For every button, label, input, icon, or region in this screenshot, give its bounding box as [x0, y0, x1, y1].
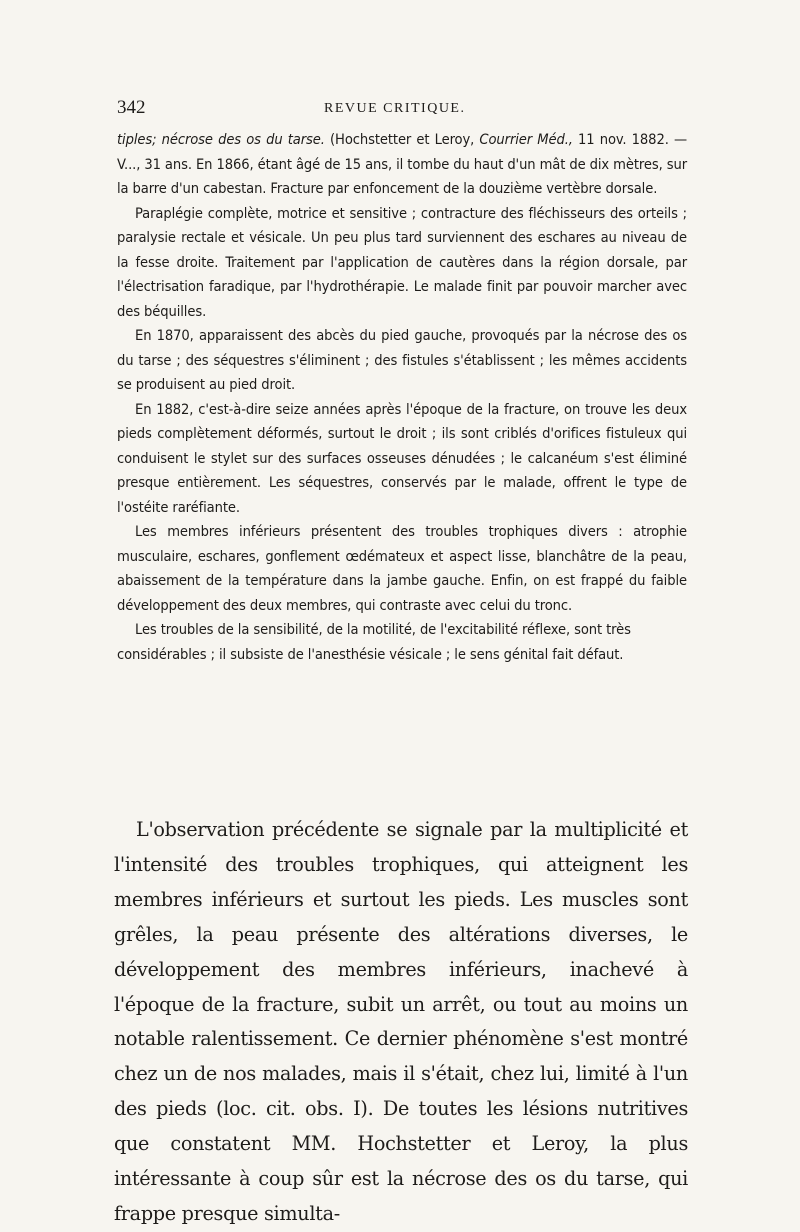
case-paragraph-3: En 1870, apparaissent des abcès du pied gauche, provoqués par la nécrose des os du tarse ; des séquestres s'éliminent ; des fistules s'établissent ; les mêmes accidents se produisent au pied droit.	[117, 327, 687, 393]
case-paragraph-1: tiples; nécrose des os du tarse. (Hochstetter et Leroy, Courrier Méd., 11 nov. 1882. — V..., 31 ans. En 1866, étant âgé de 15 ans, il tombe du haut d'un mât de dix mètres, sur la barre d'un cabestan. Fracture par enfoncement de la douzième vertèbre dorsale.	[117, 131, 687, 197]
case-report-section	[117, 128, 687, 667]
case-paragraph-6: Les troubles de la sensibilité, de la motilité, de l'excitabilité réflexe, sont très considérables ; il subsiste de l'anesthésie vésicale ; le sens génital fait défaut.	[117, 621, 631, 663]
page-header	[117, 95, 687, 125]
commentary-section	[114, 813, 688, 1232]
running-title: REVUE CRITIQUE.	[324, 101, 466, 116]
case-paragraph-5: Les membres inférieurs présentent des troubles trophiques divers : atrophie musculaire, eschares, gonflement œdémateux et aspect lisse, blanchâtre de la peau, abaissement de la température dans la jambe gauche. Enfin, on est frappé du faible développement des deux membres, qui contraste avec celui du tronc.	[117, 523, 687, 614]
page-number: 342	[117, 97, 146, 118]
commentary-paragraph: L'observation précédente se signale par la multiplicité et l'intensité des troubles trophiques, qui atteignent les membres inférieurs et surtout les pieds. Les muscles sont grêles, la peau présente des altérations diverses, le développement des membres inférieurs, inachevé à l'époque de la fracture, subit un arrêt, ou tout au moins un notable ralentissement. Ce dernier phénomène s'est montré chez un de nos malades, mais il s'était, chez lui, limité à l'un des pieds (loc. cit. obs. I). De toutes les lésions nutritives que constatent MM. Hochstetter et Leroy, la plus intéressante à coup sûr est la nécrose des os du tarse, qui frappe presque simulta-	[114, 818, 688, 1225]
case-title-italic: tiples; nécrose des os du tarse.	[117, 131, 325, 148]
citation-journal: Courrier Méd.,	[479, 131, 573, 148]
case-paragraph-4: En 1882, c'est-à-dire seize années après l'époque de la fracture, on trouve les deux pieds complètement déformés, surtout le droit ; ils sont criblés d'orifices fistuleux qui conduisent le stylet sur des surfaces osseuses dénudées ; le calcanéum s'est éliminé presque entièrement. Les séquestres, conservés par le malade, offrent le type de l'ostéite raréfiante.	[117, 400, 687, 516]
case-paragraph-2: Paraplégie complète, motrice et sensitive ; contracture des fléchisseurs des orteils ; paralysie rectale et vésicale. Un peu plus tard surviennent des eschares au niveau de la fesse droite. Traitement par l'application de cautères dans la région dorsale, par l'électrisation faradique, par l'hydrothérapie. Le malade finit par pouvoir marcher avec des béquilles.	[117, 204, 687, 320]
